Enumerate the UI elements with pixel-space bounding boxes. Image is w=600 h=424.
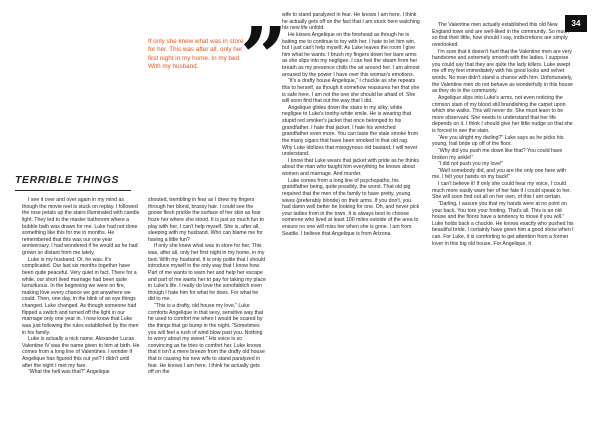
article-title: TERRIBLE THINGS — [15, 174, 120, 186]
paragraph: shouted, trembling in fear as I drew my fingers through her blond, brassy hair. I could see the goose flesh prickle the surface of her skin as fear froze her where she stood. It is just so much fun to play with her, I can't help myself. She is, after all, sleeping with my husband. Who can blame me for having a little fun? — [148, 197, 264, 243]
paragraph: “Darling, I assure you that my hands were at no point on your back. You tore your footing. That's all. This is an old house and the floors have a tendency to move if you will.” Luke holds back a chuckle. He knows exactly who pushed his beautiful bride. I certainly have given him a good show when I can. For Luke, it is comforting to get attention from a former lover in this big old house. For Angelique, it — [432, 200, 574, 247]
text-column-4 — [432, 22, 574, 247]
paragraph: “Well somebody did, and you are the only one here with me. I felt your hands on my back!” — [432, 167, 566, 181]
paragraph: I'm sure that it doesn't hurt that the Valentine men are very handsome and extremely smooth with the ladies. I suppose you could say that they are quite the lady killers. Luke swept me off my feet immediately with his good looks and velvet words. No man didn't stand a chance with him. Unfortunately, the Valentine men do not behave as wonderfully in this house as they do in the community. — [432, 48, 573, 95]
paragraph: The Valentine men actually established this old New England town and are well-liked in the community. So much so that their little, how should I say, indiscretions are simply overlooked. — [432, 22, 569, 48]
text-column-2 — [148, 197, 266, 376]
text-column-1 — [22, 197, 140, 376]
paragraph: “I did not push you my love!” — [438, 161, 504, 168]
paragraph: He kisses Angelique on the forehead as though he is baiting me to continue to toy with her. I hate to let him win, but I just can't help myself. As Luke leaves the room I give him what he wants. I brush my fingers down her bare arms as she slips into my negligee. I can feel the steam from her breath as my presence chills the air around her. I am almost aroused by the power I have over this woman's emotions. — [282, 31, 420, 78]
paragraph: If only she knew what was in store for her. This was, after all, only her first night in my home, in my bed. With my husband. It is only polite that I should introduce myself in the only way that I know how. Part of me wants to warn her and help her escape and part of me wants her to pay for taking my place in Luke's life. I really do love the sonofabitch even though I hate him for what he does. For what he did to me. — [148, 243, 266, 303]
paragraph: Angelique slips into Luke's arms, not even noticing the crimson stain of my blood still brandishing the carpet upon which she walks. This will never do. She must learn to be more observant. She needs to understand that her life depends on it. I think I should give her little nudge so that she is forced to see the stain. — [432, 94, 573, 134]
paragraph: “Why did you push me down like that? You could have broken my ankle!” — [432, 147, 563, 161]
paragraph: Luke is my husband. Or, he was. It's complicated. Our last six months together have been quite peaceful. Very quiet in fact. There for a while, our short lived marriage had been quite tumultuous. In the beginning we were on fire, making love every chance we got anywhere we could. Then, one day, in the blink of an eye things changed. Luke changed. As though someone had flipped a switch and turned off the light in our marriage only one year in. I now know that Luke was just following the rules established by the men in his family. — [22, 256, 139, 336]
paragraph: “It's a drafty house Angelique,” I chuckle as she repeats this to herself, as though it somehow reassures her that she is safe here. I am not the one she should be afraid of. She will soon find that out the way that I did. — [282, 78, 420, 105]
paragraph: I know that Luke wears that jacket with pride as he thinks about the man who taught him everything he knows about women and marriage. And murder. — [282, 157, 419, 177]
paragraph: “What the hell was that?” Angelique — [28, 369, 110, 376]
quotation-mark-icon: ” — [240, 10, 288, 106]
paragraph: I can't believe it! If only she could hear my voice, I could much more easily warn her of her fate if I could speak to her. She will soon find out all on her own, of this I am certain. — [432, 181, 571, 201]
pull-quote: If only she knew what was in store for her. This was after all, only her first night in my home. In my bed. With my husband. — [148, 38, 244, 70]
text-column-3 — [282, 12, 420, 237]
paragraph: Luke is actually a nick name. Alexander Lucas Valentine IV was the name given to him at birth. He comes from a long line of Valentines. I wonder if Angelique has figured this out yet? I didn't until after the night I met my fare. — [22, 336, 140, 369]
paragraph: Angelique glides down the stairs in my silky, white negligee to Luke's toothy-white smile. He is wearing that stupid red smoker's jacket that once belonged to his grandfather. I hate that jacket. I hate his wretched grandfather even more. You can taste the stale smoke from the many cigars that have been smoked in that old rag. Why Luke idolizes that misogynous old bastard, I will never understand. — [282, 104, 419, 158]
page-number-badge: 34 — [565, 15, 587, 32]
paragraph: “This is a drafty, old house my love,” Luke comforts Angelique in that sexy, sensitive way that he used to comfort me when I would be scared by the things that go bump in the night. “Sometimes you will feel a rush of wind blow past you. Nothing to worry about my sweet.” His voice is so convincing as he tries to comfort her. Luke knows that it isn't a mere breeze from the drafty old house that is causing his new wife to stand paralyzed in fear. He knows I am here. I think he actually gets off on the — [148, 303, 265, 376]
paragraph: wife to stand paralyzed in fear. He knows I am here. I think he actually gets off on the fact that I am stuck here watching his new life unfold. — [282, 12, 420, 32]
paragraph: Luke comes from a long line of psychopaths, his grandfather being, quite possibly, the worst. That old pig required that the men of the family to have pretty, young wives (preferably blonde) on their arms. If you don't, you had damn well better be looking for one. Oh, and never pick your ladies from in the town. It is always best to choose someone who lived at least 100 miles outside of the area to ensure no one will miss her when she is gone. I am from Seattle. I believe that Angelique is from Arizona. — [282, 177, 420, 237]
paragraph: “Are you alright my darling?” Luke says as he picks his young, frail bride up off of the floor. — [432, 134, 564, 148]
paragraph: I see it over and over again in my mind as though the movie reel is stuck on replay. I followed the rose petals up the stairs illuminated with candle light. They led to the master bathroom where a bubble bath was drawn for me. Luke had not done something like this for me in months. He remembered that this was our one year anniversary. I had wondered if he would as he had grown so distant from me lately. — [22, 197, 140, 256]
title-underline — [15, 190, 131, 191]
